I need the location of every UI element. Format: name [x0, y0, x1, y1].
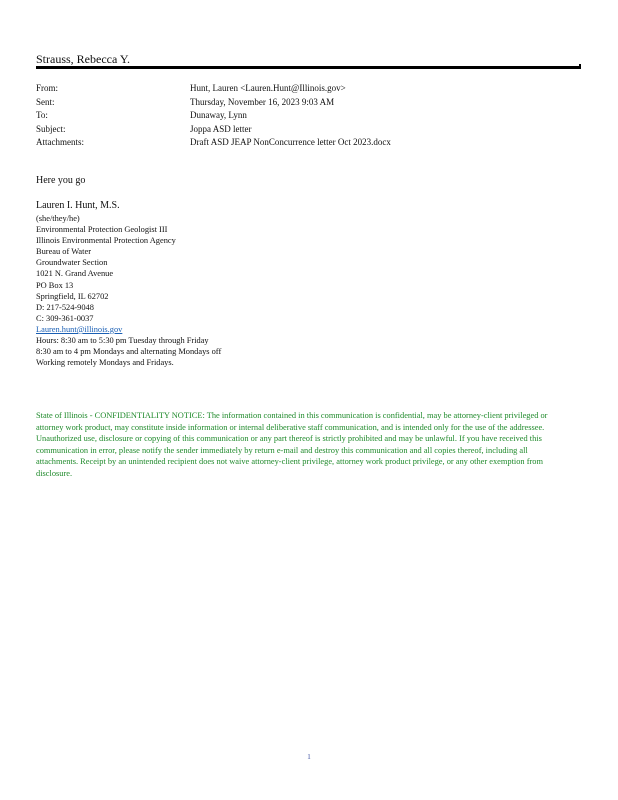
signature-title: Environmental Protection Geologist III — [36, 225, 168, 235]
header-row-from — [36, 82, 391, 96]
signature-cell-phone: C: 309-361-0037 — [36, 313, 94, 323]
confidentiality-notice: State of Illinois - CONFIDENTIALITY NOTICE: The information contained in this communication is confidential, may be attorney-client privileged or attorney work product, may constitute inside information or internal deliberative staff communication, and is intended only for the use of the addressee. Unauthorized use, disclosure or copying of this communication or any part thereof is strictly prohibited and may be unlawful. If you have received this communication in error, please notify the sender immediately by return e-mail and destroy this communication and all copies thereof, including all attachments. Receipt by an unintended recipient does not waive attorney-client privilege, attorney work product privilege, or any other exemption from disclosure. — [36, 411, 548, 478]
header-divider — [36, 66, 581, 69]
signature-street: 1021 N. Grand Avenue — [36, 269, 114, 279]
header-row-sent — [36, 96, 391, 110]
header-value-sent: Thursday, November 16, 2023 9:03 AM — [190, 96, 335, 107]
header-value-to: Dunaway, Lynn — [190, 110, 247, 121]
header-row-attachments — [36, 136, 391, 150]
header-row-to — [36, 109, 391, 123]
signature-section: Groundwater Section — [36, 258, 108, 268]
header-label: Attachments: — [36, 137, 84, 148]
mailbox-owner-name: Strauss, Rebecca Y. — [36, 52, 130, 66]
signature-direct-phone: D: 217-524-9048 — [36, 302, 94, 312]
header-value-subject: Joppa ASD letter — [190, 123, 252, 134]
signature-agency: Illinois Environmental Protection Agency — [36, 236, 176, 246]
header-value-from: Hunt, Lauren <Lauren.Hunt@Illinois.gov> — [190, 83, 346, 93]
message-greeting: Here you go — [36, 175, 86, 186]
signature-name: Lauren I. Hunt, M.S. — [36, 200, 120, 211]
signature-bureau: Bureau of Water — [36, 247, 91, 257]
signature-city: Springfield, IL 62702 — [36, 291, 109, 301]
page-number: 1 — [307, 753, 311, 761]
signature-block — [36, 213, 221, 368]
message-headers — [36, 82, 391, 150]
signature-hours-1: Hours: 8:30 am to 5:30 pm Tuesday through Friday — [36, 336, 209, 346]
signature-hours-3: Working remotely Mondays and Fridays. — [36, 358, 174, 368]
header-label: To: — [36, 110, 48, 121]
header-row-subject — [36, 123, 391, 137]
signature-hours-2: 8:30 am to 4 pm Mondays and alternating Mondays off — [36, 347, 222, 357]
header-label: Sent: — [36, 96, 55, 107]
signature-email-link[interactable]: Lauren.hunt@illinois.gov — [36, 324, 123, 334]
signature-pronouns: (she/they/he) — [36, 214, 80, 223]
signature-po-box: PO Box 13 — [36, 280, 74, 290]
header-divider-end — [579, 64, 581, 69]
header-label: Subject: — [36, 123, 66, 134]
header-value-attachments[interactable]: Draft ASD JEAP NonConcurrence letter Oct 2023.docx — [190, 137, 391, 148]
header-label: From: — [36, 83, 59, 93]
